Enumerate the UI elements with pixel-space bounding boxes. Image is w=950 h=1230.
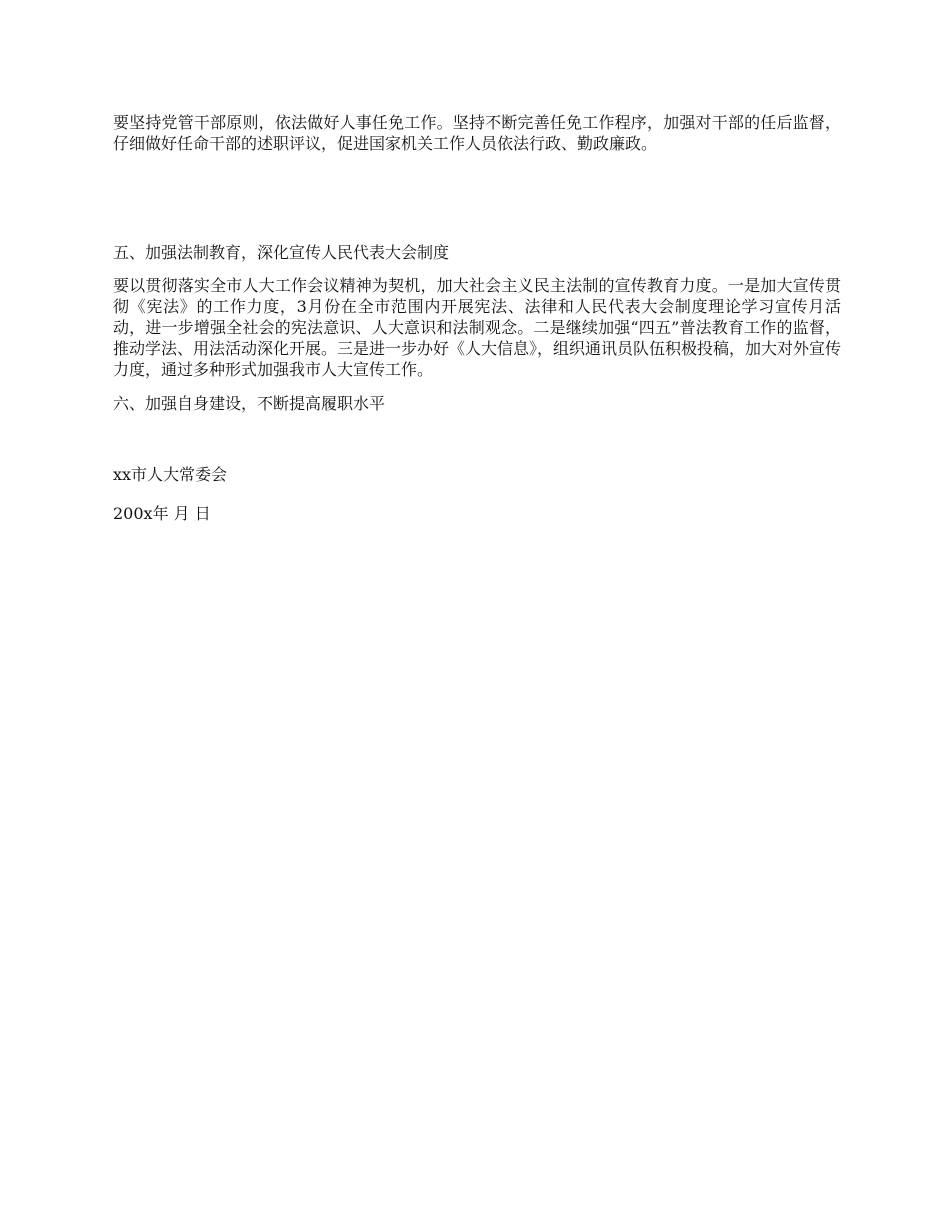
paragraph-cadre-appointment: 要坚持党管干部原则，依法做好人事任免工作。坚持不断完善任免工作程序，加强对干部的任后监督，仔细做好任命干部的述职评议，促进国家机关工作人员依法行政、勤政廉政。 [113, 113, 841, 153]
signature-organization: xx市人大常委会 [113, 465, 228, 484]
paragraph-legal-education: 要以贯彻落实全市人大工作会议精神为契机，加大社会主义民主法制的宣传教育力度。一是加大宣传贯彻《宪法》的工作力度，3月份在全市范围内开展宪法、法律和人民代表大会制度理论学习宣传月活动，进一步增强全社会的宪法意识、人大意识和法制观念。二是继续加强“四五”普法教育工作的监督，推动学法、用法活动深化开展。三是进一步办好《人大信息》，组织通讯员队伍积极投稿，加大对外宣传力度，通过多种形式加强我市人大宣传工作。 [113, 276, 842, 379]
signature-date: 200x年 月 日 [113, 504, 211, 523]
section-heading-6: 六、加强自身建设，不断提高履职水平 [113, 394, 386, 413]
document-body [113, 112, 841, 524]
section-heading-5: 五、加强法制教育，深化宣传人民代表大会制度 [113, 243, 450, 262]
